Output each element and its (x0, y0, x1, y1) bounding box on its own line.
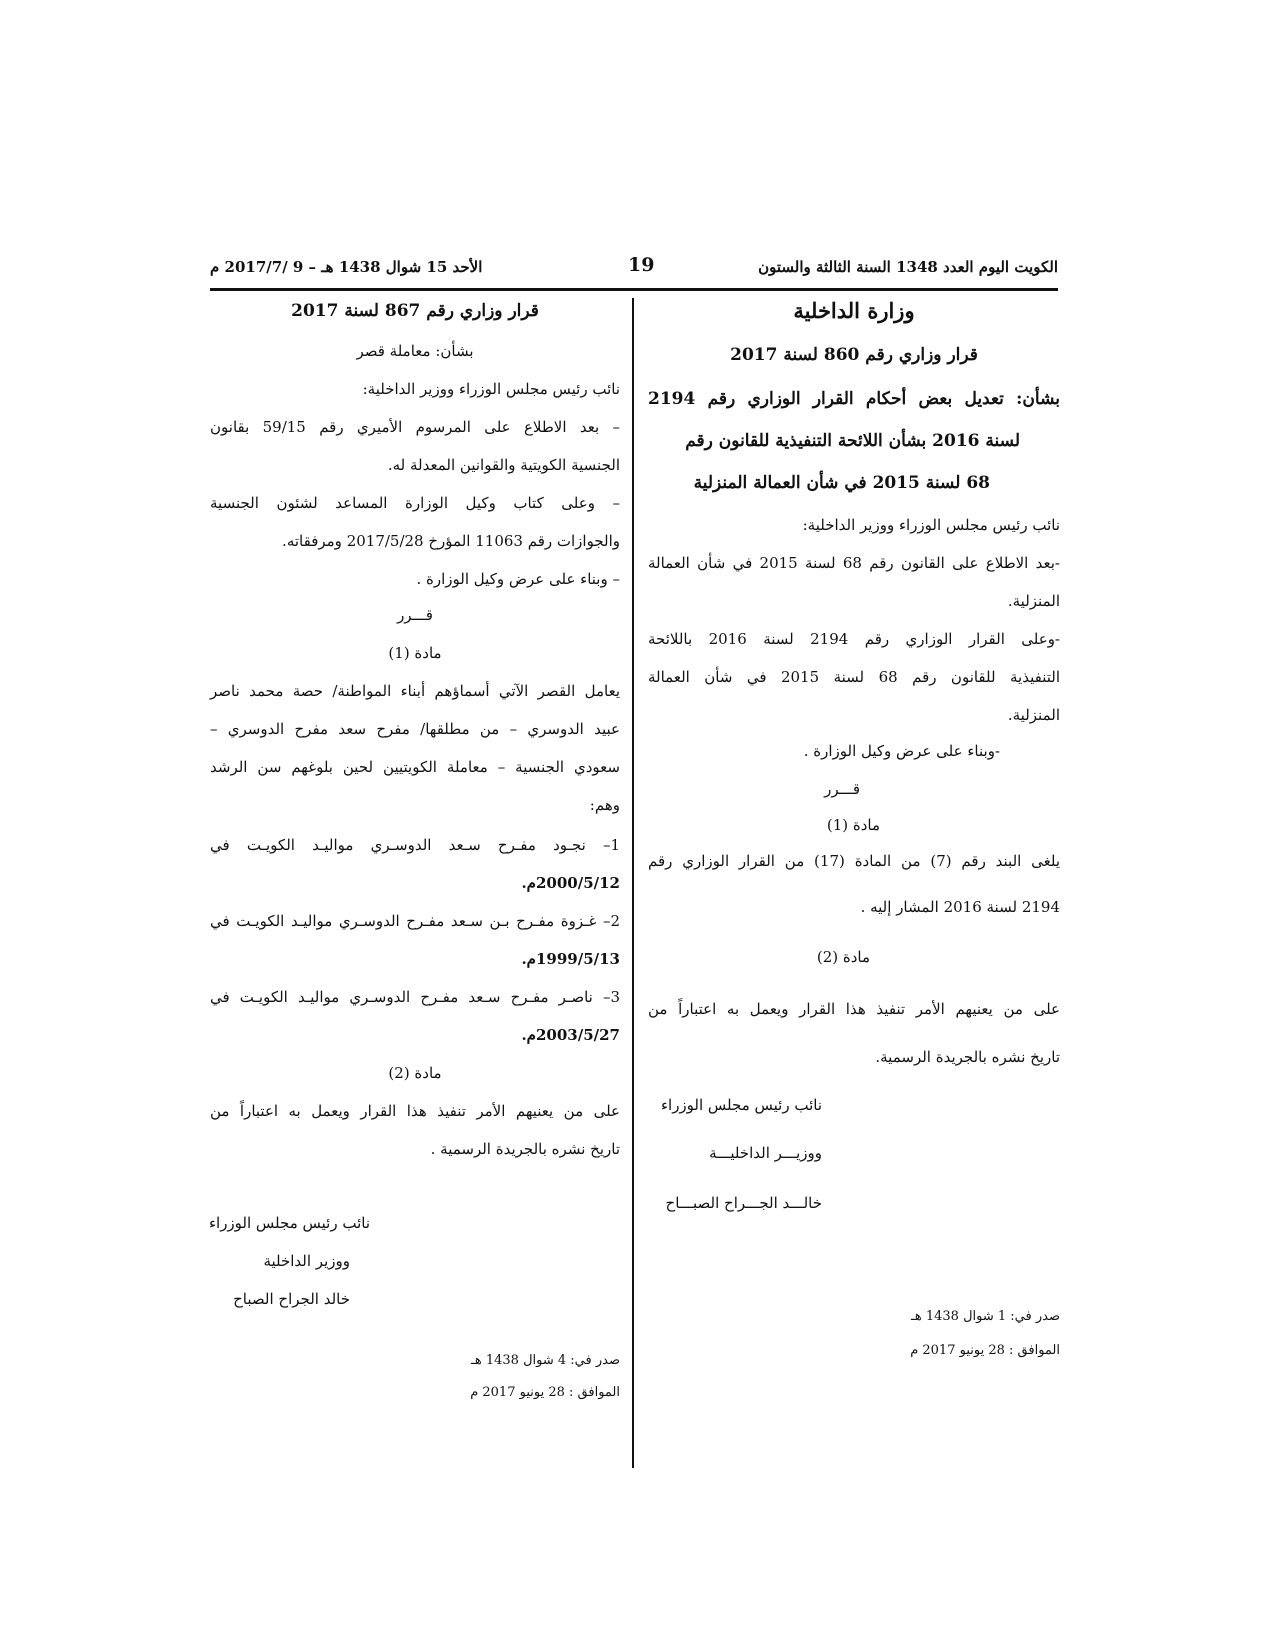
article-line: على من يعنيهم الأمر تنفيذ هذا القرار ويعمل به اعتباراً من (210, 1102, 620, 1120)
article-line: وهم: (589, 796, 620, 814)
preamble-line: المنزلية. (1007, 592, 1060, 610)
article-title: مادة (2) (816, 948, 870, 966)
article-title: مادة (2) (388, 1064, 442, 1082)
preamble-line: – وبناء على عرض وكيل الوزارة . (416, 570, 620, 588)
header-date: الأحد 15 شوال 1438 هـ – 9 /2017/7 م (210, 258, 483, 276)
issuer-line: نائب رئيس مجلس الوزراء ووزير الداخلية: (802, 516, 1060, 534)
signature-line: نائب رئيس مجلس الوزراء (660, 1096, 822, 1114)
ministry-title: وزارة الداخلية (793, 298, 915, 323)
preamble-line: والجوازات رقم 11063 المؤرخ 2017/5/28 ومرفقاته. (282, 532, 620, 550)
signature-line: ووزير الداخلية (263, 1252, 350, 1270)
issuer-line: نائب رئيس مجلس الوزراء ووزير الداخلية: (362, 380, 620, 398)
right-column (648, 300, 1060, 1450)
signature-line: خالـــد الجـــراح الصبـــاح (665, 1194, 822, 1212)
article-line: عبيد الدوسري – من مطلقها/ مفرح سعد مفرح الدوسري – (210, 720, 620, 738)
article-title: مادة (1) (826, 816, 880, 834)
preamble-line: – وعلى كتاب وكيل الوزارة المساعد لشئون الجنسية (210, 494, 620, 512)
corresponding-date: الموافق : 28 يونيو 2017 م (470, 1385, 620, 1400)
child-entry: 2– غـزوة مفـرح بـن سـعد مفـرح الدوسـري مواليـد الكويـت في (210, 912, 620, 930)
subject-line: لسنة 2016 بشأن اللائحة التنفيذية للقانون رقم (685, 431, 1020, 451)
page-header (210, 254, 1058, 288)
column-divider (632, 298, 634, 1468)
article-line: 2194 لسنة 2016 المشار إليه . (860, 898, 1060, 916)
decree-title: قرار وزاري رقم 860 لسنة 2017 (730, 345, 978, 365)
child-birthdate: 2000/5/12م. (521, 874, 620, 892)
preamble-line: – بعد الاطلاع على المرسوم الأميري رقم 59/15 بقانون (210, 418, 620, 436)
issued-date: صدر في: 4 شوال 1438 هـ (471, 1353, 620, 1368)
preamble-line: الجنسية الكويتية والقوانين المعدلة له. (387, 456, 620, 474)
page-number: 19 (628, 254, 655, 276)
subject-line: بشأن: تعديل بعض أحكام القرار الوزاري رقم 2194 (648, 389, 1060, 409)
child-entry: 1– نجـود مفـرح سـعد الدوسـري مواليـد الكويـت في (210, 836, 620, 854)
preamble-line: التنفيذية للقانون رقم 68 لسنة 2015 في شأن العمالة (648, 668, 1060, 686)
article-line: يعامل القصر الآتي أسماؤهم أبناء المواطنة/ حصة محمد ناصر (210, 682, 620, 700)
subject-line: 68 لسنة 2015 في شأن العمالة المنزلية (693, 473, 990, 493)
article-title: مادة (1) (388, 644, 442, 662)
header-rule (210, 288, 1058, 291)
child-entry: 3– ناصـر مفـرح سـعد مفـرح الدوسـري مواليـد الكويـت في (210, 988, 620, 1006)
article-line: تاريخ نشره بالجريدة الرسمية . (430, 1140, 620, 1158)
article-line: سعودي الجنسية – معاملة الكويتيين لحين بلوغهم سن الرشد (210, 758, 620, 776)
preamble-line: المنزلية. (1007, 706, 1060, 724)
decree-title: قرار وزاري رقم 867 لسنة 2017 (291, 301, 539, 321)
child-birthdate: 2003/5/27م. (521, 1026, 620, 1044)
signature-line: ووزيـــر الداخليـــة (709, 1144, 822, 1162)
preamble-line: -بعد الاطلاع على القانون رقم 68 لسنة 2015 في شأن العمالة (648, 554, 1060, 572)
article-line: على من يعنيهم الأمر تنفيذ هذا القرار ويعمل به اعتباراً من (648, 1000, 1060, 1018)
preamble-line: -وعلى القرار الوزاري رقم 2194 لسنة 2016 باللائحة (648, 630, 1061, 648)
issued-date: صدر في: 1 شوال 1438 هـ (911, 1309, 1060, 1324)
subject-line: بشأن: معاملة قصر (356, 342, 474, 360)
signature-line: خالد الجراح الصباح (233, 1290, 350, 1308)
decided-label: قـــرر (824, 780, 860, 798)
left-column (210, 300, 620, 1470)
child-birthdate: 1999/5/13م. (521, 950, 620, 968)
preamble-line: -وبناء على عرض وكيل الوزارة . (803, 742, 1000, 760)
article-line: تاريخ نشره بالجريدة الرسمية. (875, 1048, 1060, 1066)
publication-info: الكويت اليوم العدد 1348 السنة الثالثة والستون (758, 258, 1058, 276)
article-line: يلغى البند رقم (7) من المادة (17) من القرار الوزاري رقم (648, 852, 1061, 870)
signature-line: نائب رئيس مجلس الوزراء (208, 1214, 370, 1232)
decided-label: قـــرر (397, 606, 433, 624)
corresponding-date: الموافق : 28 يونيو 2017 م (910, 1343, 1060, 1358)
